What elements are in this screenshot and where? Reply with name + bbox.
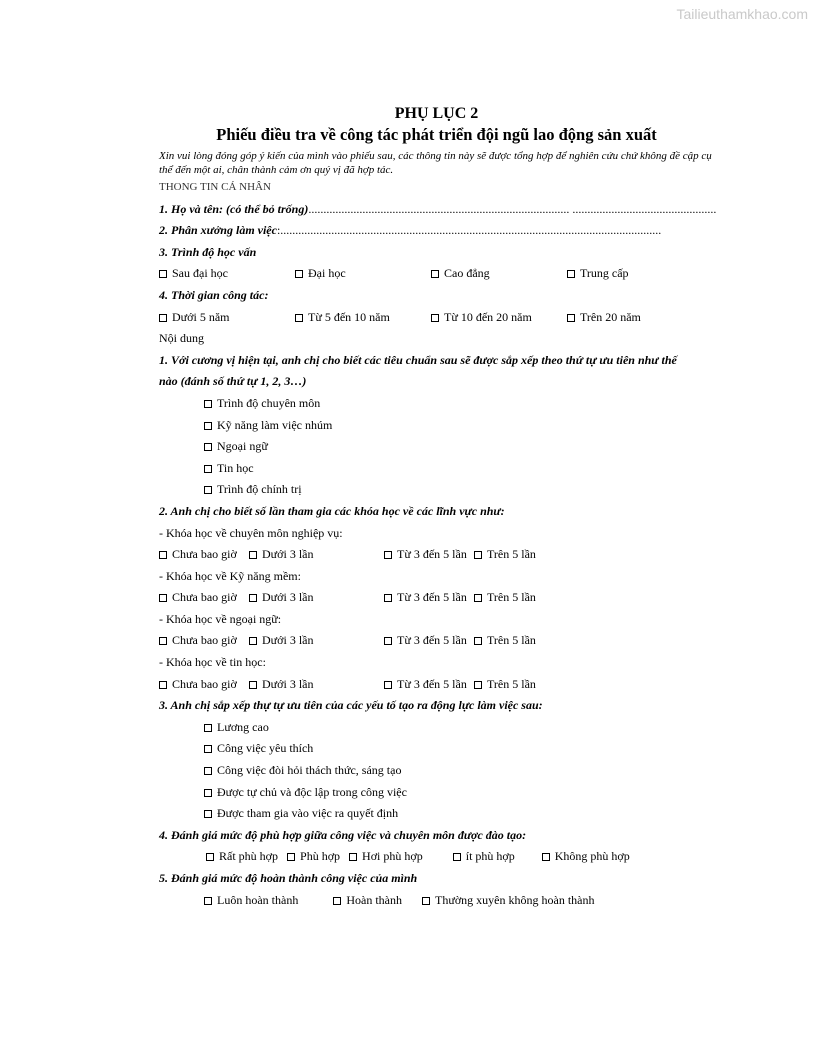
checkbox-icon: [474, 551, 482, 559]
frequency-option[interactable]: Từ 3 đến 5 lần: [384, 674, 474, 696]
workshop-field[interactable]: [159, 220, 719, 242]
q3-option[interactable]: Công việc yêu thích: [159, 738, 719, 760]
checkbox-icon: [567, 270, 575, 278]
education-option[interactable]: Cao đẳng: [431, 263, 567, 285]
q1-text-cont: nào (đánh số thứ tự 1, 2, 3…): [159, 374, 307, 389]
frequency-option[interactable]: Từ 3 đến 5 lần: [384, 587, 474, 609]
watermark: Tailieuthamkhao.com: [676, 6, 808, 22]
checkbox-icon: [204, 443, 212, 451]
checkbox-icon: [204, 810, 212, 818]
checkbox-icon: [204, 767, 212, 775]
q4-option[interactable]: Không phù hợp: [542, 846, 630, 868]
frequency-option[interactable]: Chưa bao giờ: [159, 587, 249, 609]
intro-text: Xin vui lòng đóng góp ý kiến của mình vào phiếu sau, các thông tin này sẽ được tổng hợp để nghiên cứu chứ không đề cập cụ thể đến một ai, chân thành cảm ơn quý vị đã hợp tác.: [159, 150, 712, 176]
tenure-option[interactable]: Từ 5 đến 10 năm: [295, 307, 431, 329]
checkbox-icon: [249, 551, 257, 559]
tenure-options: [159, 307, 719, 329]
survey-title: Phiếu điều tra về công tác phát triển đội ngũ lao động sản xuất: [216, 125, 657, 144]
q5-option[interactable]: Hoàn thành: [333, 890, 402, 912]
content-heading: Nội dung: [159, 331, 204, 346]
frequency-option[interactable]: Chưa bao giờ: [159, 544, 249, 566]
course-frequency-options: [159, 587, 719, 609]
checkbox-icon: [204, 465, 212, 473]
checkbox-icon: [567, 314, 575, 322]
tenure-label: 4. Thời gian công tác:: [159, 287, 269, 302]
q4-text: 4. Đánh giá mức độ phù hợp giữa công việc và chuyên môn được đào tạo:: [159, 827, 527, 842]
checkbox-icon: [249, 637, 257, 645]
checkbox-icon: [159, 551, 167, 559]
checkbox-icon: [422, 897, 430, 905]
q1-option[interactable]: Trình độ chính trị: [159, 479, 719, 501]
education-option[interactable]: Trung cấp: [567, 263, 703, 285]
education-label: 3. Trình độ học vấn: [159, 244, 257, 259]
name-field[interactable]: [159, 199, 719, 221]
checkbox-icon: [349, 853, 357, 861]
checkbox-icon: [204, 897, 212, 905]
q1-option[interactable]: Ngoại ngữ: [159, 436, 719, 458]
frequency-option[interactable]: Dưới 3 lần: [249, 674, 384, 696]
checkbox-icon: [295, 270, 303, 278]
q1-option[interactable]: Kỹ năng làm việc nhúm: [159, 415, 719, 437]
q1-option[interactable]: Tin học: [159, 458, 719, 480]
checkbox-icon: [204, 422, 212, 430]
survey-page: [159, 104, 719, 911]
q4-option[interactable]: ít phù hợp: [453, 846, 515, 868]
q3-text: 3. Anh chị sắp xếp thự tự ưu tiên của các yếu tố tạo ra động lực làm việc sau:: [159, 698, 543, 713]
checkbox-icon: [384, 681, 392, 689]
q2-text: 2. Anh chị cho biết số lần tham gia các khóa học về các lĩnh vực như:: [159, 503, 505, 518]
q3-option[interactable]: Lương cao: [159, 717, 719, 739]
checkbox-icon: [384, 637, 392, 645]
q5-options: [159, 890, 719, 912]
checkbox-icon: [159, 594, 167, 602]
frequency-option[interactable]: Từ 3 đến 5 lần: [384, 630, 474, 652]
course-label: - Khóa học về Kỹ năng mềm:: [159, 568, 301, 583]
frequency-option[interactable]: Chưa bao giờ: [159, 630, 249, 652]
checkbox-icon: [431, 314, 439, 322]
checkbox-icon: [249, 594, 257, 602]
frequency-option[interactable]: Dưới 3 lần: [249, 544, 384, 566]
course-frequency-options: [159, 544, 719, 566]
checkbox-icon: [159, 681, 167, 689]
checkbox-icon: [453, 853, 461, 861]
frequency-option[interactable]: Từ 3 đến 5 lần: [384, 544, 474, 566]
checkbox-icon: [159, 314, 167, 322]
checkbox-icon: [204, 400, 212, 408]
q4-option[interactable]: Rất phù hợp: [206, 846, 278, 868]
workshop-dots: :...............................................................................................................................: [276, 223, 662, 238]
checkbox-icon: [384, 594, 392, 602]
course-label: - Khóa học về ngoại ngữ:: [159, 611, 282, 626]
q3-option[interactable]: Công việc đòi hỏi thách thức, sáng tạo: [159, 760, 719, 782]
frequency-option[interactable]: Trên 5 lần: [474, 544, 536, 566]
checkbox-icon: [159, 637, 167, 645]
q4-options: [159, 846, 719, 868]
checkbox-icon: [542, 853, 550, 861]
name-label: 1. Họ và tên: (có thể bỏ trống): [159, 201, 309, 216]
checkbox-icon: [159, 270, 167, 278]
q3-option[interactable]: Được tham gia vào việc ra quyết định: [159, 803, 719, 825]
checkbox-icon: [333, 897, 341, 905]
q5-option[interactable]: Luôn hoàn thành: [204, 890, 298, 912]
tenure-option[interactable]: Dưới 5 năm: [159, 307, 295, 329]
checkbox-icon: [249, 681, 257, 689]
q5-text: 5. Đánh giá mức độ hoàn thành công việc của mình: [159, 871, 418, 885]
personal-info-heading: THONG TIN CÁ NHÂN: [159, 181, 271, 193]
checkbox-icon: [204, 789, 212, 797]
q4-option[interactable]: Hơi phù hợp: [349, 846, 423, 868]
checkbox-icon: [204, 486, 212, 494]
q3-option[interactable]: Được tự chủ và độc lập trong công việc: [159, 782, 719, 804]
checkbox-icon: [204, 745, 212, 753]
course-label: - Khóa học về chuyên môn nghiệp vụ:: [159, 525, 343, 540]
checkbox-icon: [474, 637, 482, 645]
frequency-option[interactable]: Trên 5 lần: [474, 630, 536, 652]
q1-text: 1. Với cương vị hiện tại, anh chị cho biết các tiêu chuẩn sau sẽ được sắp xếp theo thứ tự ưu tiên như thế: [159, 352, 677, 367]
q1-option[interactable]: Trình độ chuyên môn: [159, 393, 719, 415]
education-options: [159, 263, 719, 285]
frequency-option[interactable]: Dưới 3 lần: [249, 587, 384, 609]
checkbox-icon: [204, 724, 212, 732]
frequency-option[interactable]: Trên 5 lần: [474, 674, 536, 696]
course-frequency-options: [159, 630, 719, 652]
education-option[interactable]: Đại học: [295, 263, 431, 285]
tenure-option[interactable]: Từ 10 đến 20 năm: [431, 307, 567, 329]
q5-option[interactable]: Thường xuyên không hoàn thành: [422, 890, 595, 912]
checkbox-icon: [295, 314, 303, 322]
checkbox-icon: [384, 551, 392, 559]
checkbox-icon: [206, 853, 214, 861]
education-option[interactable]: Sau đại học: [159, 263, 295, 285]
checkbox-icon: [431, 270, 439, 278]
frequency-option[interactable]: Chưa bao giờ: [159, 674, 249, 696]
course-frequency-options: [159, 674, 719, 696]
tenure-option[interactable]: Trên 20 năm: [567, 307, 703, 329]
appendix-title: PHỤ LỤC 2: [394, 105, 479, 122]
checkbox-icon: [474, 594, 482, 602]
frequency-option[interactable]: Dưới 3 lần: [249, 630, 384, 652]
name-dots: ....................................................................................... ................................................: [308, 201, 717, 216]
workshop-label: 2. Phân xưởng làm việc: [159, 223, 277, 238]
course-label: - Khóa học về tin học:: [159, 655, 266, 670]
frequency-option[interactable]: Trên 5 lần: [474, 587, 536, 609]
checkbox-icon: [474, 681, 482, 689]
checkbox-icon: [287, 853, 295, 861]
q4-option[interactable]: Phù hợp: [287, 846, 340, 868]
